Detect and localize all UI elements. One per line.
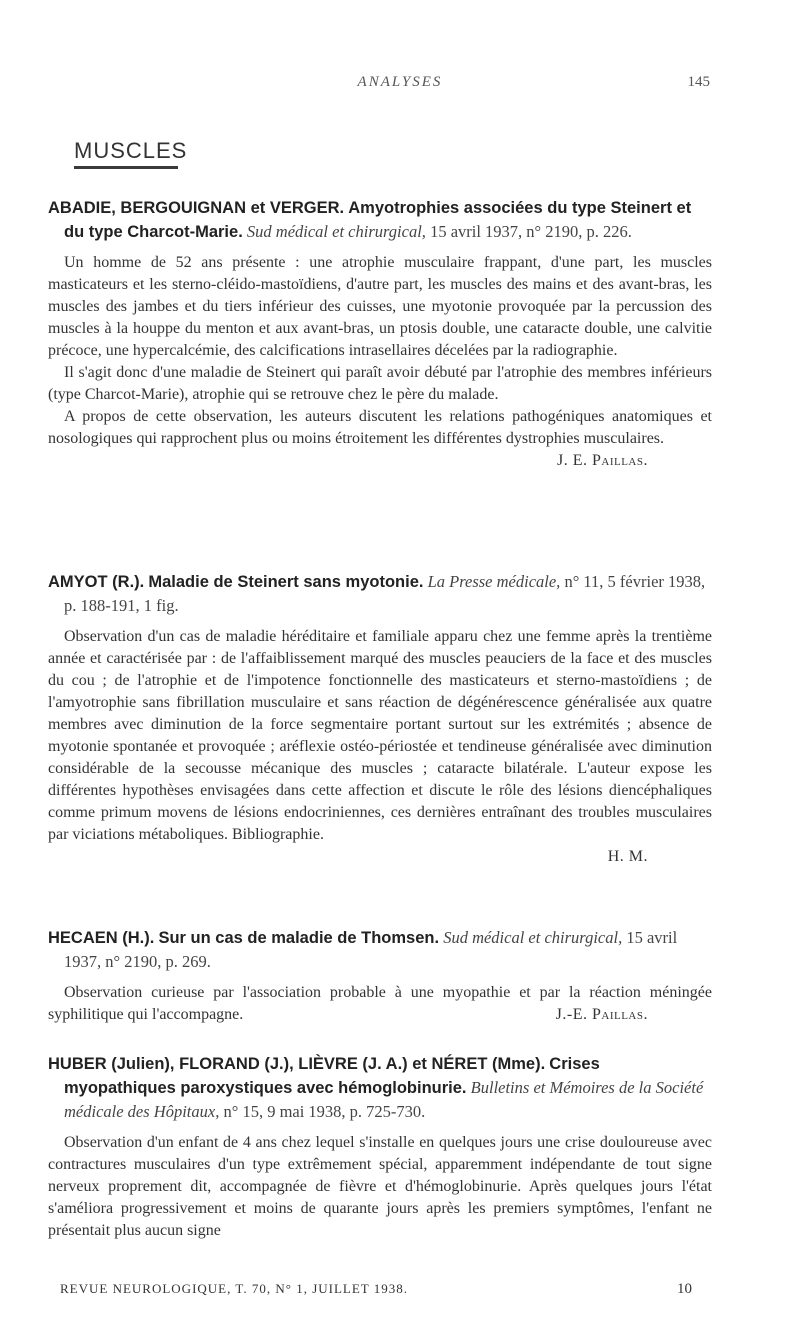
entry-paragraph: Observation curieuse par l'association probable à une myopathie et par la réaction méningée syphilitique qui l'accompagne. J.-E. Paillas. [48, 982, 712, 1026]
page-number: 145 [687, 74, 710, 90]
journal-citation: REVUE NEUROLOGIQUE, T. 70, N° 1, JUILLET 1938. [60, 1281, 409, 1296]
entry-reference: 15 avril 1937, n° 2190, p. 226. [430, 222, 632, 241]
entry-paragraph: Observation d'un cas de maladie héréditaire et familiale apparu chez une femme après la trentième année et caractérisée par : de l'affaiblissement marqué des muscles peauciers de la face et des muscles du cou ; de l'atrophie et de l'impotence fonctionnelle des masticateurs et sterno-mastoïdiens ; de l'amyotrophie sans fibrillation musculaire et sans réaction de dégénérescence généralisée aux quatre membres avec diminution de la force segmentaire portant surtout sur les extrémités ; absence de myotonie spontanée et provoquée ; aréflexie ostéo-périostée et tendineuse généralisée avec diminution considérable de la secousse mécanique des muscles ; cataracte bilatérale. L'auteur expose les différentes hypothèses envisagées dans cette affection et discute le rôle des lésions diencéphaliques comme primum movens de lésions endocriniennes, ces dernières entraînant des troubles musculaires par viciations métaboliques. Bibliographie. [48, 628, 712, 843]
entry-source: Bulletins et Mémoires de la Société médicale des Hôpitaux, [64, 1078, 704, 1121]
entry-body [48, 626, 712, 868]
entry-paragraph: Il s'agit donc d'une maladie de Steinert qui paraît avoir débuté par l'atrophie des membres inférieurs (type Charcot-Marie), atrophie qui se retrouve chez le père du malade. [48, 364, 712, 403]
entry-heading [48, 570, 712, 618]
entry-body [48, 1132, 712, 1242]
entry-paragraph: Un homme de 52 ans présente : une atrophie musculaire frappant, d'une part, les muscles masticateurs et les sterno-cléido-mastoïdiens, d'autre part, les muscles des mains et des avant-bras, les muscles des jambes et du tiers inférieur des cuisses, une myotonie provoquée par la percussion des muscles à la houppe du menton et aux avant-bras, un ptosis double, une cataracte double, une calvitie précoce, une hypercalcémie, des calcifications intrasellaires décelées par la radiographie. [48, 254, 712, 359]
entry-authors: ABADIE, BERGOUIGNAN et VERGER. [48, 199, 345, 217]
section-heading: MUSCLES [74, 138, 188, 163]
entry-title: Maladie de Steinert sans myotonie. [148, 573, 424, 591]
running-head [0, 74, 800, 96]
entry-heading [48, 1052, 712, 1124]
entry-source: Sud médical et chirurgical, [443, 928, 623, 947]
entry-title: Amyotrophies associées du type Steinert et du type Charcot-Marie. [64, 199, 692, 241]
entry-signature: J. E. Paillas. [556, 452, 648, 469]
page-footer [60, 1281, 692, 1297]
entry-heading [48, 926, 712, 974]
entry-signature: J.-E. Paillas. [555, 1006, 648, 1023]
abstract-entry [48, 926, 712, 1026]
entry-source: Sud médical et chirurgical, [246, 222, 426, 241]
entry-title: Crises myopathiques paroxystiques avec hémoglobinurie. [64, 1055, 600, 1097]
abstract-entry [48, 570, 712, 868]
entry-paragraph: A propos de cette observation, les auteurs discutent les relations pathogéniques anatomiques et nosologiques qui rapprochent plus ou moins étroitement les différentes dystrophies musculaires. J. E. Paillas. [48, 406, 712, 450]
entry-reference: n° 11, 5 février 1938, p. 188-191, 1 fig. [64, 572, 706, 615]
running-title: ANALYSES [357, 74, 443, 90]
entry-body [48, 252, 712, 469]
abstract-entry [48, 1052, 712, 1242]
entry-reference: n° 15, 9 mai 1938, p. 725-730. [223, 1102, 426, 1121]
section-underline [74, 166, 178, 169]
entry-authors: HECAEN (H.). [48, 929, 155, 947]
entry-paragraph: Observation d'un enfant de 4 ans chez lequel s'installe en quelques jours une crise douloureuse avec contractures musculaires d'un type extrêmement spécial, apparemment indépendante de tout signe nerveux proprement dit, accompagnée de fièvre et d'hémoglobinurie. Après quelques jours l'état s'améliora progressivement et moins de quarante jours après les premiers symptômes, l'enfant ne présentait plus aucun signe [48, 1134, 712, 1239]
entry-body [48, 982, 712, 1026]
entry-reference: 15 avril 1937, n° 2190, p. 269. [64, 928, 678, 971]
entry-authors: HUBER (Julien), FLORAND (J.), LIÈVRE (J. A.) et NÉRET (Mme). [48, 1055, 546, 1073]
entry-heading [48, 196, 712, 244]
sheet-number: 10 [677, 1281, 692, 1297]
abstract-entry [48, 196, 712, 472]
entry-source: La Presse médicale, [427, 572, 561, 591]
entry-authors: AMYOT (R.). [48, 573, 145, 591]
entry-signature: H. M. [607, 848, 648, 865]
entry-title: Sur un cas de maladie de Thomsen. [158, 929, 440, 947]
